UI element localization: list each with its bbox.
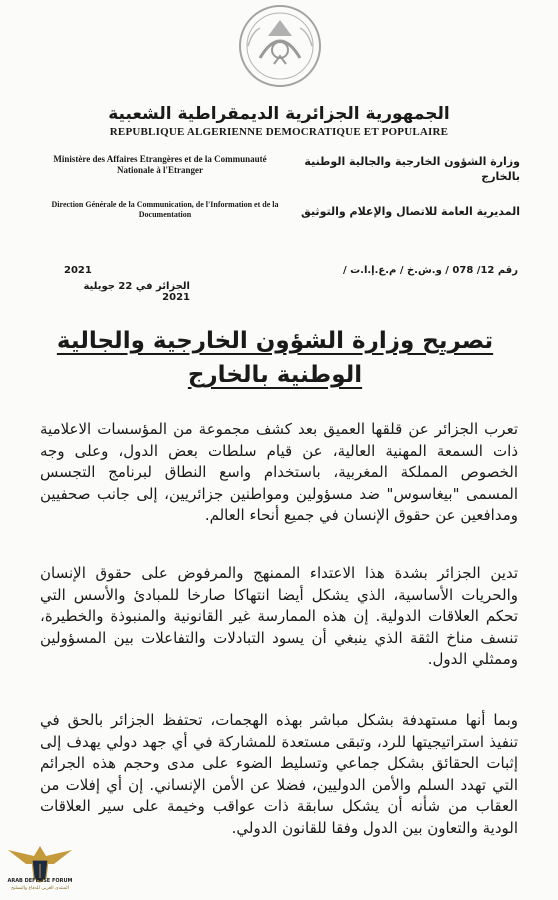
directorate-name-arabic: المديرية العامة للاتصال والإعلام والتوثيق	[301, 205, 520, 218]
statement-paragraph-3: وبما أنها مستهدفة بشكل مباشر بهذه الهجمات، تحتفظ الجزائر بالحق في تنفيذ استراتيجيتها للرد، وتبقى مستعدة للمشاركة في أي جهد دولي يهدف إلى إثبات الحقائق بشكل جماعي وتسليط الضوء على مدى وحجم هذه الجرائم التي تهدد السلم والأمن الدوليين، فضلا عن الأمن الإنساني. إن أي إفلات من العقاب من شأنه أن يشكل سابقة ذات عواقب وخيمة على سير العلاقات الودية والتعاون بين الدول وفقا للقانون الدولي.	[40, 711, 518, 837]
statement-title: تصريح وزارة الشؤون الخارجية والجالية الوطنية بالخارج	[56, 328, 494, 388]
republic-name-french: REPUBLIQUE ALGERIENNE DEMOCRATIQUE ET POPULAIRE	[109, 126, 449, 138]
republic-name-arabic: الجمهورية الجزائرية الديمقراطية الشعبية	[108, 104, 450, 124]
national-emblem-seal-icon	[230, 2, 330, 92]
statement-paragraph-1: تعرب الجزائر عن قلقها العميق بعد كشف مجموعة من المؤسسات الاعلامية ذات السمعة المهنية العالية، عن قيام سلطات بعض الدول، وعلى وجه الخصوص المملكة المغربية، باستخدام واسع النطاق لبرنامج التجسس المسمى "بيغاسوس" ضد مسؤولين ومواطنين جزائريين، إلى جانب صحفيين ومدافعين عن حقوق الإنسان في جميع أنحاء العالم.	[40, 420, 518, 524]
reference-number: رقم 12/ 078 / و.ش.خ / م.ع.إ.ا.ت /	[342, 265, 518, 276]
ministry-name-french: Ministère des Affaires Etrangères et de la Communauté Nationale à l'Etranger	[53, 154, 267, 175]
statement-paragraph-2: تدين الجزائر بشدة هذا الاعتداء الممنهج والمرفوض على حقوق الإنسان والحريات الأساسية، الذي يشكل أيضا انتهاكا صارخا للمبادئ والأسس التي تحكم العلاقات الدولية. إن هذه الممارسة غير القانونية والمنبوذة والخطيرة، تنسف مناخ الثقة الذي ينبغي أن يسود التبادلات والتفاعلات بين المسؤولين وممثلي الدول.	[40, 564, 518, 668]
ministry-name-arabic: وزارة الشؤون الخارجية والجالية الوطنية بالخارج	[304, 155, 520, 183]
document-date: الجزائر في 22 جويلية 2021	[83, 281, 190, 303]
watermark-forum-subtitle: المنتدى العربي للدفاع والتسليح	[11, 886, 69, 891]
reference-year: 2021	[64, 265, 92, 276]
directorate-name-french: Direction Générale de la Communication, de l'Information et de la Documentation	[51, 200, 279, 219]
watermark-forum-name: ARAB DEFENSE FORUM	[7, 878, 73, 884]
